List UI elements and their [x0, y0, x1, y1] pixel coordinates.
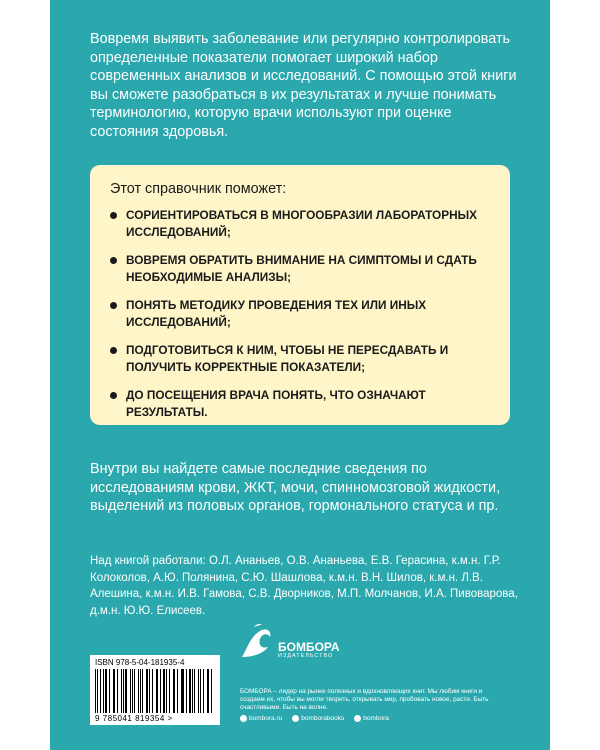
intro-text: Вовремя выявить заболевание или регулярно контролировать определенные показатели помогает широкий набор современных анализов и исследований. С помощью этой книги вы сможете разобраться в их результатах и лучше понимать терминологию, которую врачи используют при оценке состояния здоровья.	[90, 31, 517, 140]
social-links	[240, 715, 389, 722]
wave-logo-icon	[240, 623, 274, 659]
benefit-item: ПОДГОТОВИТЬСЯ К НИМ, ЧТОБЫ НЕ ПЕРЕСДАВАТЬ И ПОЛУЧИТЬ КОРРЕКТНЫЕ ПОКАЗАТЕЛИ;	[110, 342, 492, 376]
barcode-bars	[95, 669, 215, 713]
benefit-item: ДО ПОСЕЩЕНИЯ ВРАЧА ПОНЯТЬ, ЧТО ОЗНАЧАЮТ РЕЗУЛЬТАТЫ.	[110, 387, 492, 421]
bullet-icon	[110, 212, 117, 219]
barcode	[90, 655, 220, 725]
social-link[interactable]: bomborabooks	[292, 715, 344, 722]
benefit-item: ПОНЯТЬ МЕТОДИКУ ПРОВЕДЕНИЯ ТЕХ ИЛИ ИНЫХ ИССЛЕДОВАНИЙ;	[110, 297, 492, 331]
bullet-icon	[110, 347, 117, 354]
bombora-site-icon	[240, 715, 247, 722]
inside-text: Внутри вы найдете самые последние сведения по исследованиям крови, ЖКТ, мочи, спинномозговой жидкости, выделений из половых органов, гормонального статуса и пр.	[90, 461, 501, 514]
publisher-logo	[240, 623, 340, 659]
benefit-item: ВОВРЕМЯ ОБРАТИТЬ ВНИМАНИЕ НА СИМПТОМЫ И СДАТЬ НЕОБХОДИМЫЕ АНАЛИЗЫ;	[110, 252, 492, 286]
social-link[interactable]: bombora	[354, 715, 389, 722]
book-back-cover	[50, 0, 550, 750]
bullet-icon	[110, 302, 117, 309]
isbn-label: ISBN 978-5-04-181935-4	[95, 658, 185, 667]
benefits-box	[90, 165, 510, 425]
bullet-icon	[110, 392, 117, 399]
publisher-description: БОМБОРА – лидер на рынке полезных и вдохновляющих книг. Мы любим книги и создаем их, чтобы вы могли творить, открывать мир, пробовать новое, расти. Быть счастливыми. Быть на волне.	[240, 688, 489, 712]
barcode-number: 9 785041 819354 >	[95, 714, 173, 723]
logo-subtitle: ИЗДАТЕЛЬСТВО	[278, 653, 334, 659]
benefits-title: Этот справочник поможет:	[110, 181, 287, 197]
benefits-list	[110, 207, 492, 421]
social-link[interactable]: bombora.ru	[240, 715, 282, 722]
benefit-item: СОРИЕНТИРОВАТЬСЯ В МНОГООБРАЗИИ ЛАБОРАТОРНЫХ ИССЛЕДОВАНИЙ;	[110, 207, 492, 241]
telegram-icon	[354, 715, 361, 722]
vk-icon	[292, 715, 299, 722]
credits-text: Над книгой работали: О.Л. Ананьев, О.В. Ананьева, Е.В. Герасина, к.м.н. Г.Р. Колоколов, А.Ю. Полянина, С.Ю. Шашлова, к.м.н. В.Н. Шилов, к.м.н. Л.В. Алешина, к.м.н. И.В. Гамова, С.В. Дворников, М.П. Молчанов, И.А. Пивоварова, д.м.н. Ю.Ю. Елисеев.	[90, 555, 518, 617]
logo-name: БОМБОРА	[278, 640, 340, 654]
bullet-icon	[110, 257, 117, 264]
